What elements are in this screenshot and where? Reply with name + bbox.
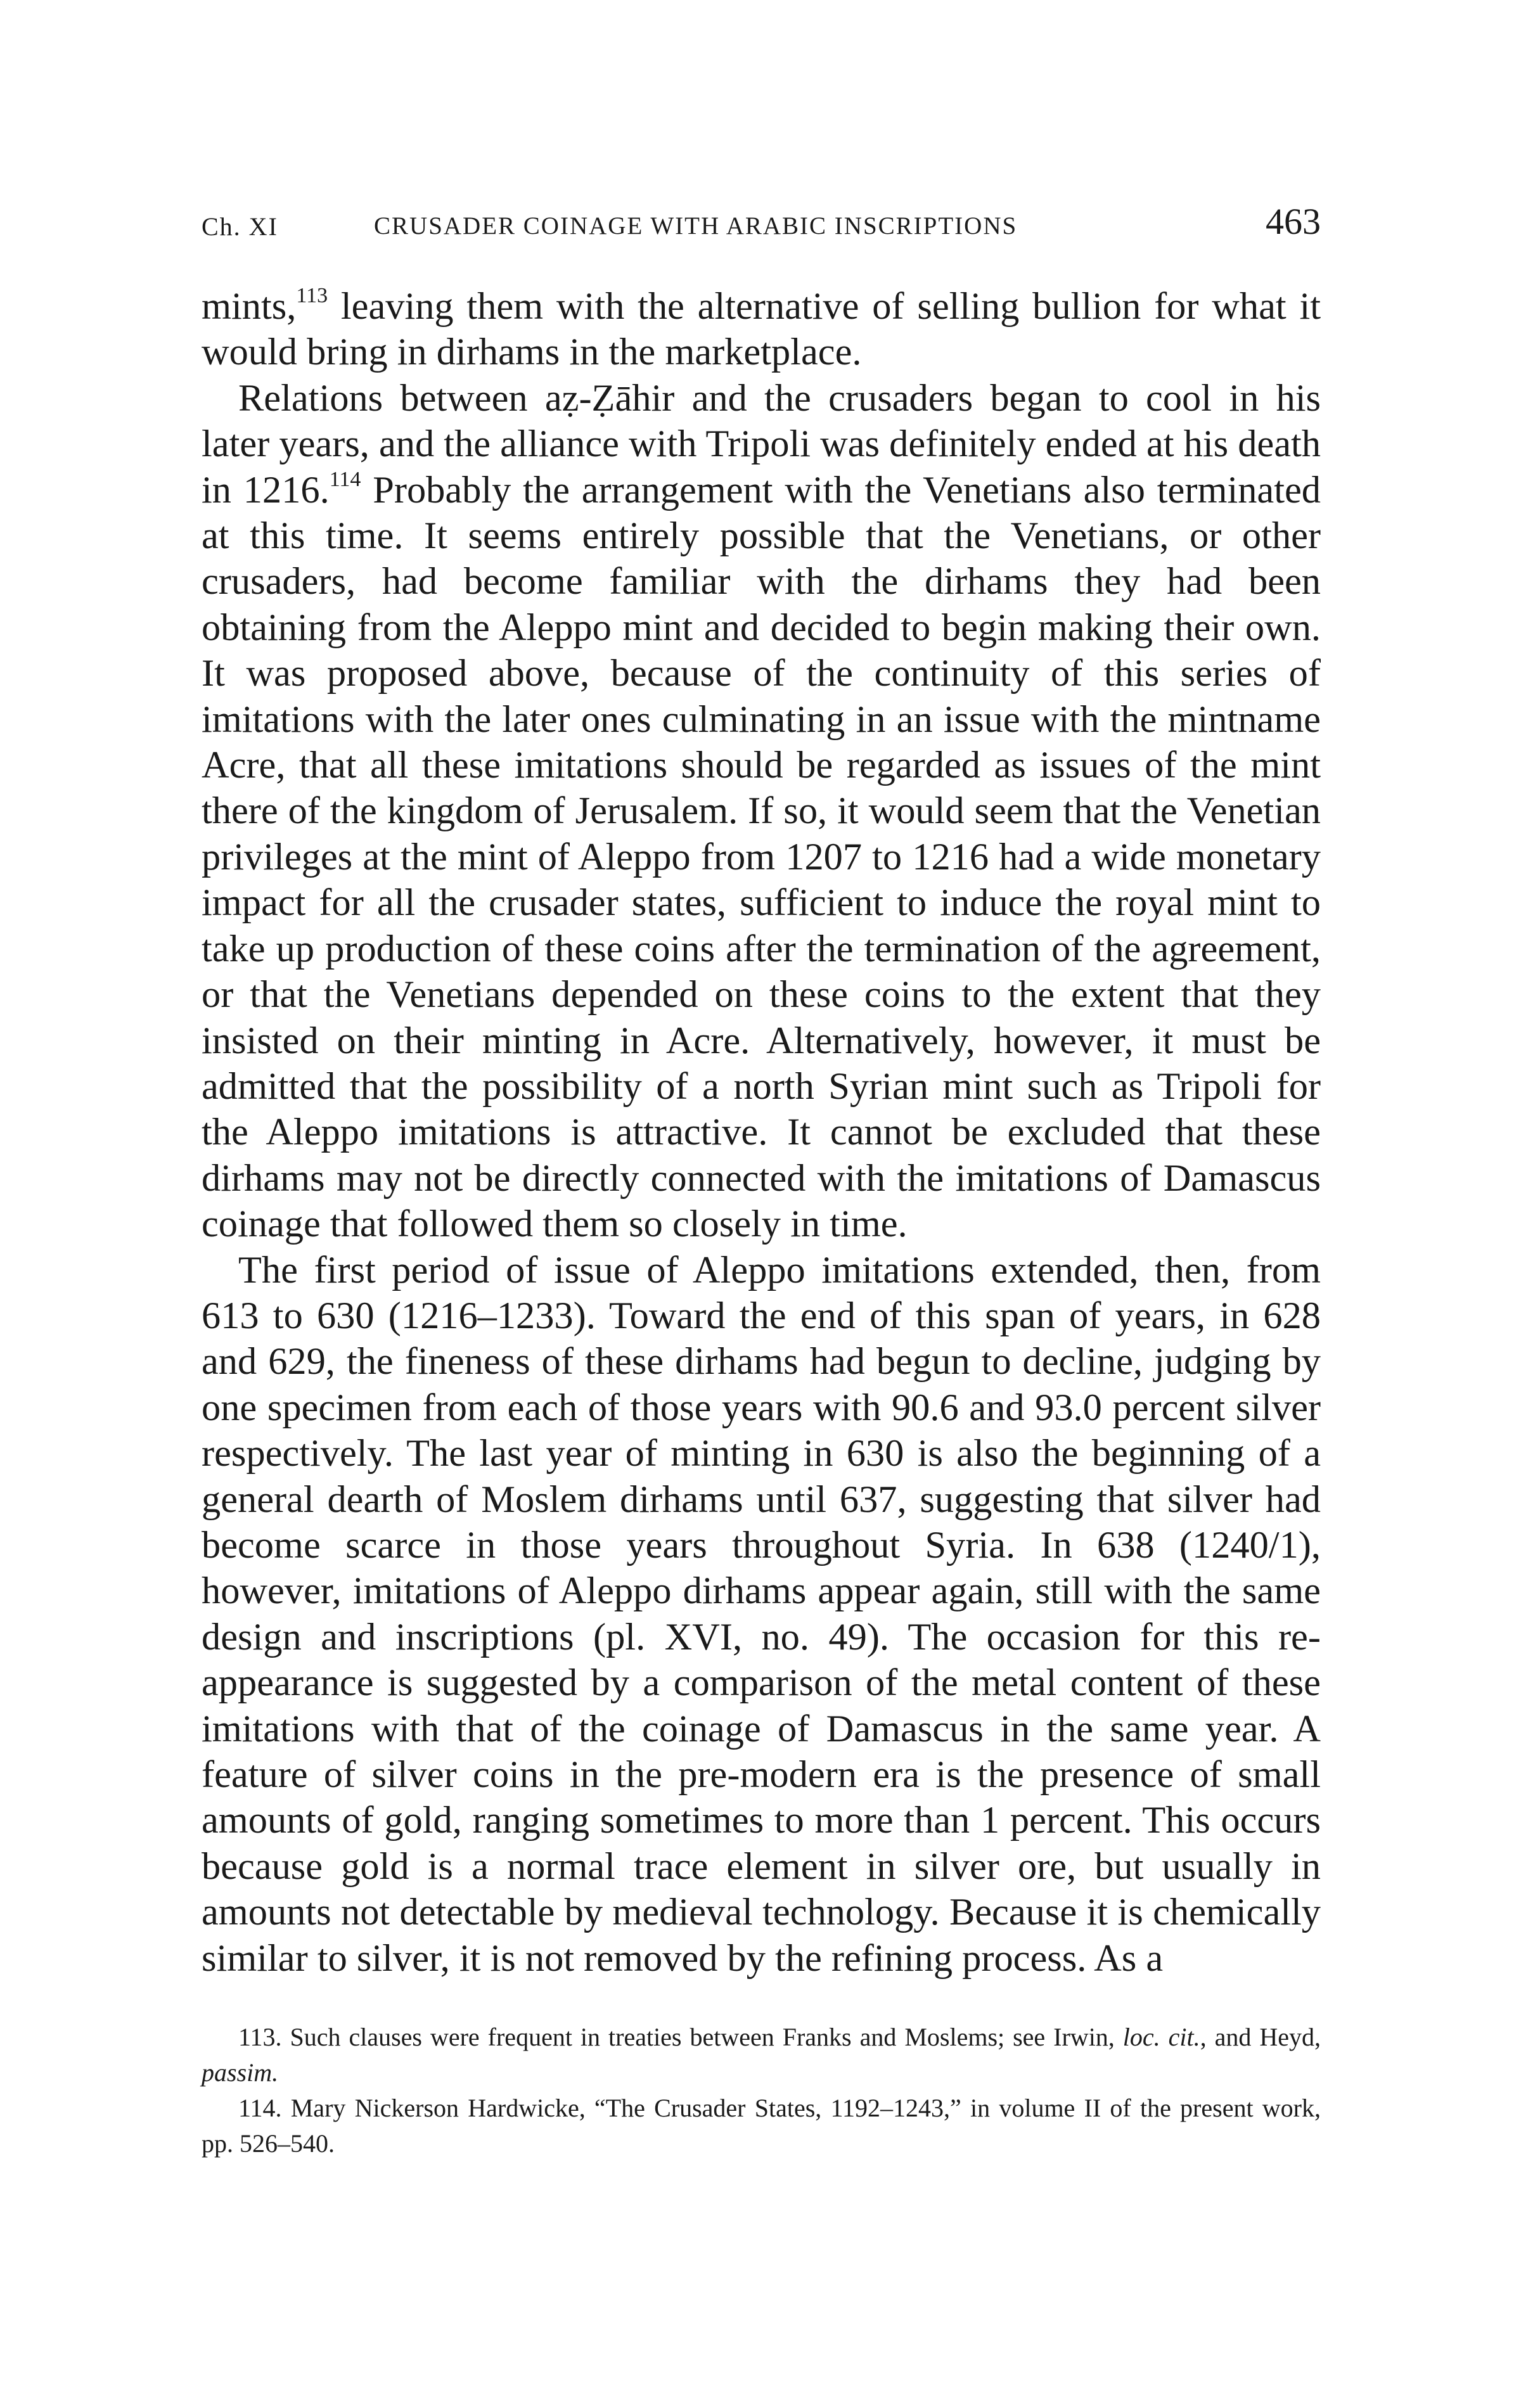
body-text [202, 284, 1321, 1982]
footnote-113-text-2: , and Heyd, [1200, 2023, 1321, 2052]
paragraph-1-text-a: mints, [202, 285, 297, 328]
running-head [202, 190, 1321, 241]
page-number: 463 [1266, 201, 1321, 242]
paragraph-3: The first period of issue of Aleppo imitations extended, then, from 613 to 630 (1216–1233). Toward the end of this span of years, in 628 and 629, the fineness of these dirhams had begun to decline, judging by one specimen from each of those years with 90.6 and 93.0 percent silver respectively. The last year of minting in 630 is also the beginning of a general dearth of Moslem dirhams until 637, suggesting that silver had become scarce in those years throughout Syria. In 638 (1240/1), however, imitations of Aleppo dirhams appear again, still with the same design and inscriptions (pl. XVI, no. 49). The occasion for this reappearance is suggested by a comparison of the metal content of these imitations with that of the coinage of Damascus in the same year. A feature of silver coins in the pre-modern era is the presence of small amounts of gold, ranging sometimes to more than 1 percent. This occurs because gold is a normal trace element in silver ore, but usually in amounts not detectable by medieval technology. Because it is chemically similar to silver, it is not removed by the refining process. As a [202, 1248, 1321, 1980]
paragraph-2-text-a: Relations between aẓ-Ẓāhir and the crusaders began to cool in his later years, and the alliance with Tripoli was definitely ended at his death in 1216. [202, 376, 1321, 511]
book-page [202, 190, 1321, 2161]
chapter-title: CRUSADER COINAGE WITH ARABIC INSCRIPTIONS [374, 212, 1018, 240]
footnote-ref-113: 113 [296, 284, 328, 307]
footnote-113-loc-cit: loc. cit. [1122, 2023, 1200, 2052]
chapter-label: Ch. XI [202, 212, 278, 241]
footnote-114: 114. Mary Nickerson Hardwicke, “The Crusader States, 1192–1243,” in volume II of the present work, pp. 526–540. [202, 2094, 1321, 2158]
paragraph-1-text-b: leaving them with the alternative of selling bullion for what it would bring in dirhams in the marketplace. [202, 285, 1321, 374]
paragraph-2-text-b: Probably the arrangement with the Venetians also terminated at this time. It seems entirely possible that the Venetians, or other crusaders, had become familiar with the dirhams they had been obtaining from the Aleppo mint and decided to begin making their own. It was proposed above, because of the continuity of this series of imitations with the later ones culminating in an issue with the mintname Acre, that all these imitations should be regarded as issues of the mint there of the kingdom of Jerusalem. If so, it would seem that the Venetian privileges at the mint of Aleppo from 1207 to 1216 had a wide monetary impact for all the crusader states, sufficient to induce the royal mint to take up production of these coins after the termination of the agreement, or that the Venetians depended on these coins to the extent that they insisted on their minting in Acre. Alternatively, however, it must be admitted that the possibility of a north Syrian mint such as Tripoli for the Aleppo imitations is attractive. It cannot be excluded that these dirhams may not be directly connected with the imitations of Damascus coinage that followed them so closely in time. [202, 468, 1321, 1246]
footnote-113-text: 113. Such clauses were frequent in treaties between Franks and Moslems; see Irwin, [238, 2023, 1123, 2052]
footnotes [202, 2020, 1321, 2161]
paragraph-1 [202, 284, 1321, 376]
footnote-ref-114: 114 [329, 467, 361, 491]
footnote-113 [202, 2020, 1321, 2091]
paragraph-2 [202, 376, 1321, 1248]
footnote-113-passim: passim. [202, 2058, 279, 2087]
